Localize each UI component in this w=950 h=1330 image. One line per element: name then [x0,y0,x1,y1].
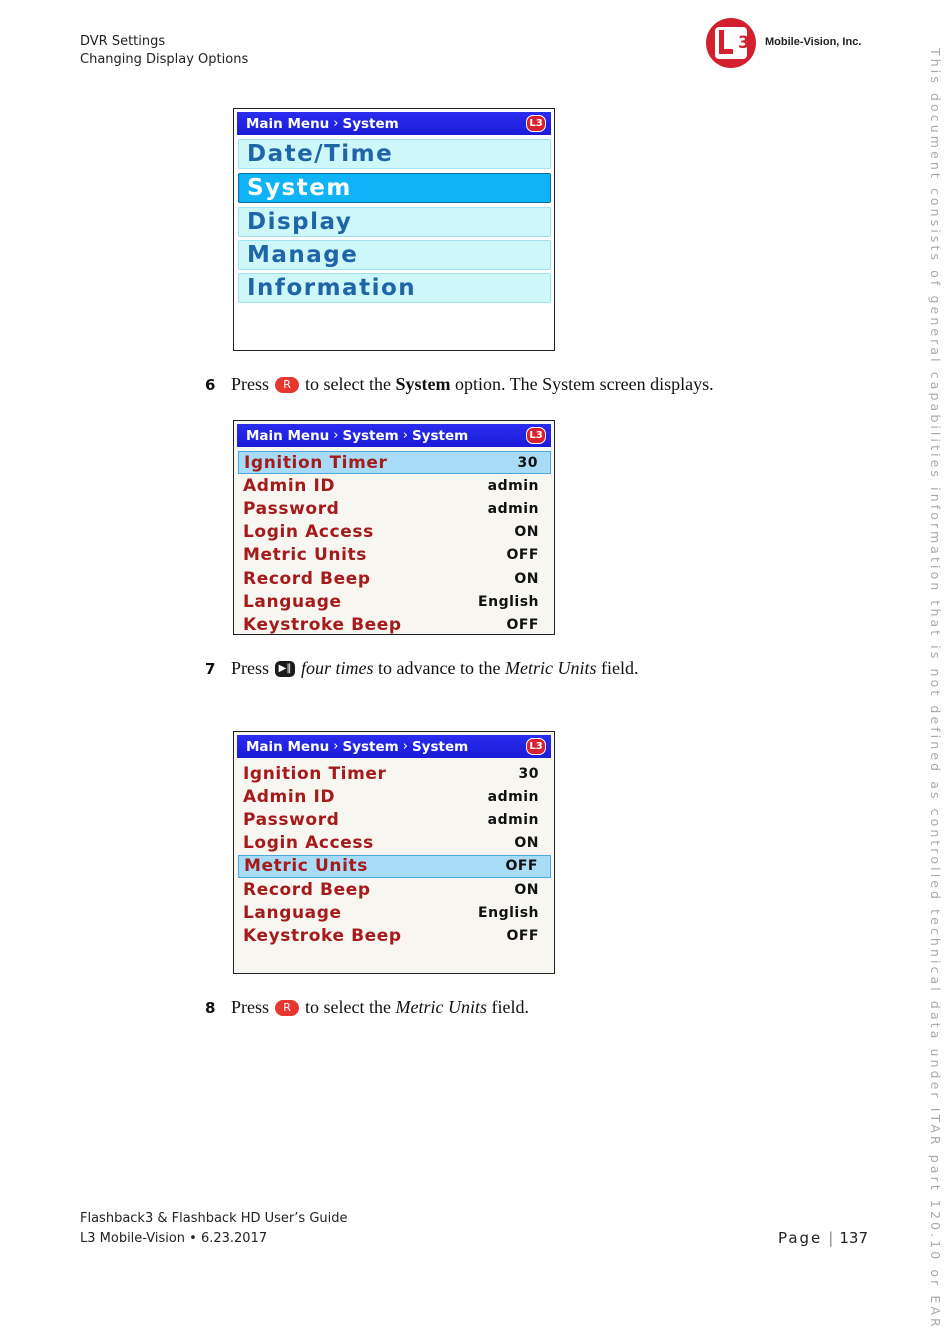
step-text: to select the [305,374,391,394]
setting-label: Language [243,902,342,923]
crumb-system: System [342,427,399,444]
setting-row[interactable] [238,762,551,785]
setting-row[interactable] [238,808,551,831]
setting-value: 30 [517,454,538,471]
setting-row[interactable] [238,613,551,635]
chevron-right-icon: › [333,428,339,443]
setting-label: Record Beep [243,879,371,900]
setting-label: Record Beep [243,568,371,589]
footer-company-date: L3 Mobile-Vision • 6.23.2017 [80,1231,268,1246]
crumb-system: System [342,115,399,132]
setting-label: Keystroke Beep [243,614,402,635]
setting-label: Password [243,498,340,519]
step-text: Press [231,997,270,1017]
side-disclaimer: This document consists of general capabilities information that is not defined as controlled technical data under ITAR part 120.10 or EAR [928,48,943,1330]
crumb-main-menu: Main Menu [246,427,330,444]
menu-item-manage[interactable]: Manage [238,240,551,270]
play-pause-icon: ▶‖ [275,661,295,677]
step-number: 8 [205,998,216,1017]
setting-label: Admin ID [243,786,336,807]
setting-row[interactable] [238,521,551,544]
setting-value: OFF [506,547,539,564]
setting-row[interactable] [238,924,551,947]
dvr-screen-main-menu [233,108,555,351]
page-number: Page | 137 [777,1229,868,1247]
step-emphasis: System [395,374,451,394]
step-text: Press [231,658,270,678]
step-emphasis: four times [301,658,374,678]
menu-item-information[interactable]: Information [238,273,551,303]
crumb-system: System [342,738,399,755]
setting-value: English [478,904,539,921]
setting-label: Ignition Timer [244,452,388,473]
chevron-right-icon: › [402,739,408,754]
step-text: to advance to the [378,658,501,678]
setting-value: admin [487,500,539,517]
step-7 [205,658,638,679]
setting-value: admin [487,477,539,494]
setting-value: English [478,593,539,610]
setting-value: ON [514,570,539,587]
step-emphasis: Metric Units [395,997,487,1017]
crumb-main-menu: Main Menu [246,115,330,132]
setting-row[interactable] [238,474,551,497]
setting-value: admin [487,788,539,805]
setting-row[interactable] [238,878,551,901]
setting-row[interactable] [238,590,551,613]
chevron-right-icon: › [333,116,339,131]
setting-value: OFF [506,616,539,633]
l3-badge-icon: L3 [526,738,546,755]
crumb-system-sub: System [411,427,469,444]
step-text: field. [491,997,529,1017]
header-section-title: DVR Settings [80,34,166,49]
setting-value: OFF [505,858,538,875]
setting-label: Login Access [243,522,374,543]
step-text: option. The System screen displays. [454,374,714,394]
step-8 [205,997,529,1018]
setting-row[interactable] [238,785,551,808]
chevron-right-icon: › [402,428,408,443]
setting-row[interactable] [238,451,551,474]
chevron-right-icon: › [333,739,339,754]
step-emphasis: Metric Units [504,658,597,678]
setting-value: admin [487,811,539,828]
setting-value: ON [514,524,539,541]
r-button-icon: R [275,377,299,393]
page-number-value: 137 [839,1229,868,1247]
l3-badge-icon: L3 [526,427,546,444]
menu-item-system[interactable]: System [238,173,551,203]
screen-title-bar [237,735,551,758]
step-text: to select the [305,997,391,1017]
setting-value: OFF [506,927,539,944]
logo-mark: 3 [738,33,750,53]
setting-row[interactable] [238,544,551,567]
setting-row[interactable] [238,901,551,924]
dvr-screen-system-settings [233,420,555,635]
setting-label: Password [243,809,340,830]
setting-label: Admin ID [243,475,336,496]
menu-item-date-time[interactable]: Date/Time [238,139,551,169]
screen-title-bar [237,424,551,447]
setting-label: Metric Units [243,545,367,566]
setting-value: ON [514,835,539,852]
step-6 [205,374,714,395]
r-button-icon: R [275,1000,299,1016]
setting-row[interactable] [238,832,551,855]
setting-label: Keystroke Beep [243,925,402,946]
header-subsection-title: Changing Display Options [80,52,249,67]
page-label: Page [777,1229,823,1247]
setting-row[interactable] [238,567,551,590]
setting-row[interactable] [238,497,551,520]
step-text: field. [600,658,639,678]
crumb-main-menu: Main Menu [246,738,330,755]
footer-guide-title: Flashback3 & Flashback HD User’s Guide [80,1211,348,1226]
step-text: Press [231,374,270,394]
dvr-screen-system-metric [233,731,555,974]
step-number: 6 [205,375,216,394]
screen-title-bar [237,112,551,135]
setting-value: ON [514,881,539,898]
setting-row[interactable] [238,855,551,878]
l3-badge-icon: L3 [526,115,546,132]
setting-label: Metric Units [244,856,368,877]
logo-text: Mobile-Vision, Inc. [765,36,862,48]
menu-item-display[interactable]: Display [238,207,551,237]
setting-value: 30 [518,765,539,782]
setting-label: Login Access [243,833,374,854]
setting-label: Ignition Timer [243,763,387,784]
crumb-system-sub: System [411,738,469,755]
step-number: 7 [205,659,216,678]
setting-label: Language [243,591,342,612]
